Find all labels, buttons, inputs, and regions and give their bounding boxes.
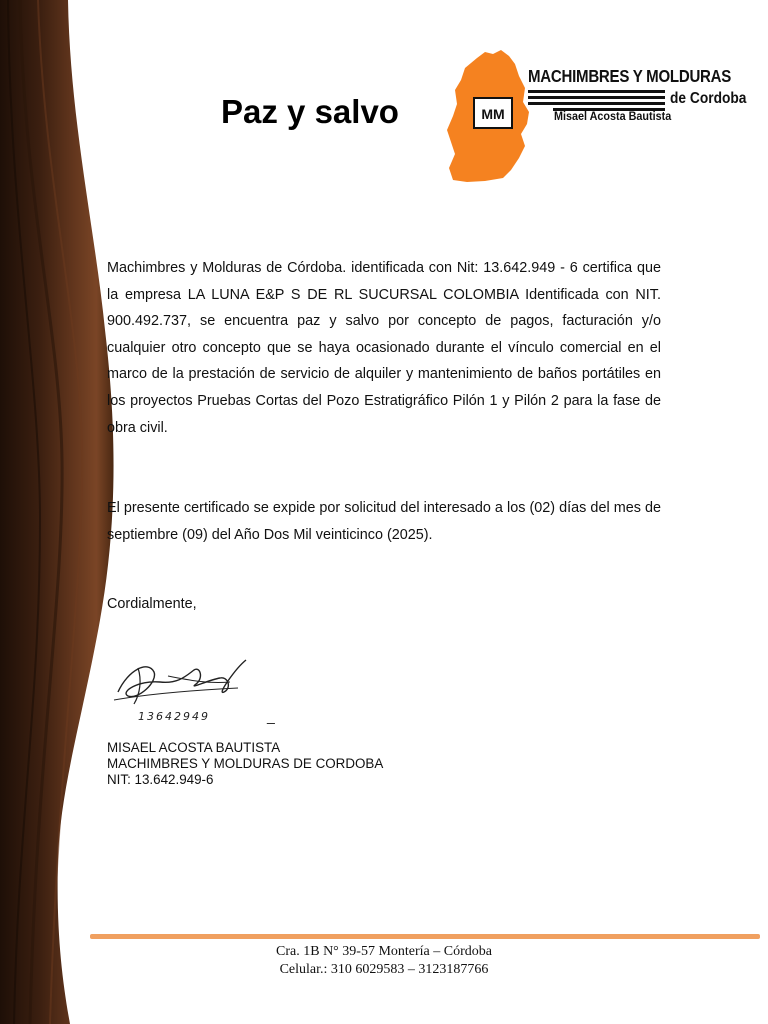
signer-nit: NIT: 13.642.949-6: [107, 772, 214, 787]
signer-name: MISAEL ACOSTA BAUTISTA: [107, 740, 281, 755]
signer-company: MACHIMBRES Y MOLDURAS DE CORDOBA: [107, 756, 384, 771]
monogram-text: MM: [481, 106, 505, 122]
logo-company-name: MACHIMBRES Y MOLDURAS: [528, 66, 732, 86]
logo-owner-name: Misael Acosta Bautista: [554, 109, 672, 123]
page-title: Paz y salvo: [221, 93, 399, 130]
logo-company-subname: de Cordoba: [670, 90, 747, 107]
signer-block: [107, 740, 383, 788]
footer-phones: Celular.: 310 6029583 – 3123187766: [279, 962, 489, 977]
footer-divider: [90, 934, 760, 939]
closing-text: Cordialmente,: [107, 596, 197, 612]
signature-handwritten-number: 13642949: [138, 710, 210, 723]
footer: [200, 943, 568, 979]
handwritten-signature: [108, 650, 258, 724]
signature-line: _: [267, 708, 275, 724]
certification-paragraph: Machimbres y Molduras de Córdoba. identificada con Nit: 13.642.949 - 6 certifica que la empresa LA LUNA E&P S DE RL SUCURSAL COLOMBIA Identificada con NIT. 900.492.737, se encuentra paz y salvo por concepto de pagos, facturación y/o cualquier otro concepto que se haya ocasionado durante el vínculo comercial en el marco de la prestación de servicio de alquiler y mantenimiento de baños portátiles en los proyectos Pruebas Cortas del Pozo Estratigráfico Pilón 1 y Pilón 2 para la fase de obra civil.: [107, 260, 661, 436]
issuance-paragraph: El presente certificado se expide por solicitud del interesado a los (02) días del mes de septiembre (09) del Año Dos Mil veinticinco (2025).: [107, 500, 661, 543]
footer-address: Cra. 1B N° 39-57 Montería – Córdoba: [276, 944, 492, 959]
